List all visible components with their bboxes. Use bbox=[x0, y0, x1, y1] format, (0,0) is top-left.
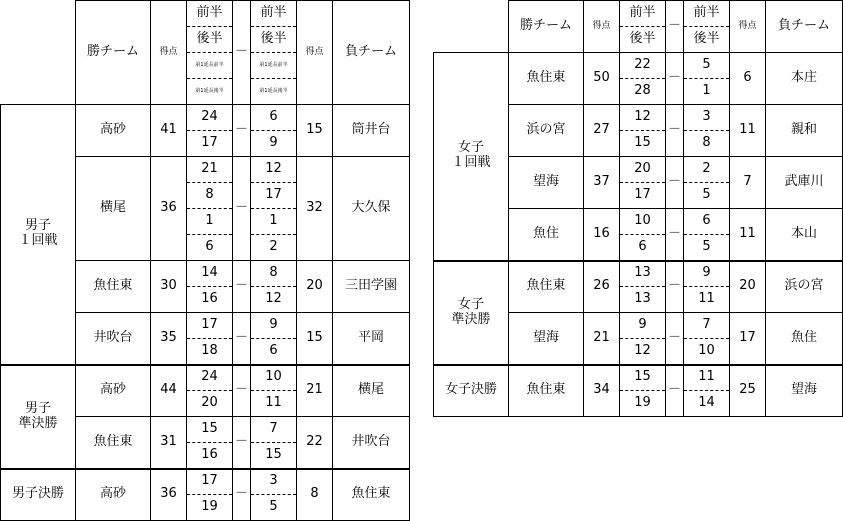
winner-period-score: 21 bbox=[187, 157, 233, 183]
dash: － bbox=[233, 261, 251, 313]
winner-period-score: 20 bbox=[187, 391, 233, 417]
round-label: 女子 １回戦 bbox=[434, 53, 509, 261]
winner-period-score: 15 bbox=[620, 365, 666, 391]
corner-cell bbox=[434, 1, 509, 53]
header-dash: － bbox=[666, 1, 684, 53]
header-loser-score: 得点 bbox=[730, 1, 766, 53]
loser-period-score: 7 bbox=[251, 417, 297, 443]
womens-results-table bbox=[433, 0, 843, 417]
loser-period-score: 11 bbox=[251, 391, 297, 417]
loser-team: 平岡 bbox=[333, 313, 410, 365]
loser-score: 6 bbox=[730, 53, 766, 105]
round-label: 男子 準決勝 bbox=[1, 365, 76, 469]
round-label: 男子 １回戦 bbox=[1, 105, 76, 365]
loser-team: 本山 bbox=[766, 209, 843, 261]
loser-team: 浜の宮 bbox=[766, 261, 843, 313]
dash: － bbox=[666, 261, 684, 313]
loser-team: 大久保 bbox=[333, 157, 410, 261]
loser-period-score: 11 bbox=[684, 287, 730, 313]
loser-period-score: 7 bbox=[684, 313, 730, 339]
loser-team: 魚住東 bbox=[333, 469, 410, 521]
loser-period-score: 5 bbox=[684, 235, 730, 261]
dash: － bbox=[233, 365, 251, 417]
winner-team: 魚住東 bbox=[509, 365, 584, 417]
loser-period-score: 17 bbox=[251, 183, 297, 209]
winner-period-score: 14 bbox=[187, 261, 233, 287]
loser-team: 望海 bbox=[766, 365, 843, 417]
header-ot-second: 第1延長後半 bbox=[187, 79, 233, 105]
header-second-half: 後半 bbox=[187, 27, 233, 53]
header-ot-second: 第1延長後半 bbox=[251, 79, 297, 105]
header-loser-score: 得点 bbox=[297, 1, 333, 105]
dash: － bbox=[233, 469, 251, 521]
winner-team: 高砂 bbox=[76, 469, 151, 521]
winner-period-score: 17 bbox=[187, 469, 233, 495]
winner-period-score: 28 bbox=[620, 79, 666, 105]
winner-team: 高砂 bbox=[76, 365, 151, 417]
winner-score: 34 bbox=[584, 365, 620, 417]
dash: － bbox=[233, 157, 251, 261]
winner-period-score: 16 bbox=[187, 443, 233, 469]
header-second-half: 後半 bbox=[620, 27, 666, 53]
winner-team: 横尾 bbox=[76, 157, 151, 261]
loser-period-score: 5 bbox=[684, 183, 730, 209]
loser-period-score: 6 bbox=[684, 209, 730, 235]
header-winner: 勝チーム bbox=[509, 1, 584, 53]
winner-period-score: 9 bbox=[620, 313, 666, 339]
loser-score: 25 bbox=[730, 365, 766, 417]
loser-period-score: 1 bbox=[251, 209, 297, 235]
loser-score: 22 bbox=[297, 417, 333, 469]
loser-period-score: 2 bbox=[684, 157, 730, 183]
loser-period-score: 11 bbox=[684, 365, 730, 391]
loser-period-score: 14 bbox=[684, 391, 730, 417]
winner-team: 魚住 bbox=[509, 209, 584, 261]
loser-period-score: 5 bbox=[251, 495, 297, 521]
winner-period-score: 17 bbox=[620, 183, 666, 209]
round-label: 女子決勝 bbox=[434, 365, 509, 417]
winner-score: 16 bbox=[584, 209, 620, 261]
loser-period-score: 6 bbox=[251, 339, 297, 365]
winner-period-score: 13 bbox=[620, 261, 666, 287]
loser-score: 15 bbox=[297, 105, 333, 157]
winner-score: 37 bbox=[584, 157, 620, 209]
winner-period-score: 22 bbox=[620, 53, 666, 79]
dash: － bbox=[666, 365, 684, 417]
header-dash: － bbox=[233, 1, 251, 105]
header-second-half: 後半 bbox=[684, 27, 730, 53]
winner-score: 50 bbox=[584, 53, 620, 105]
winner-period-score: 19 bbox=[620, 391, 666, 417]
loser-period-score: 9 bbox=[251, 313, 297, 339]
loser-period-score: 15 bbox=[251, 443, 297, 469]
loser-team: 井吹台 bbox=[333, 417, 410, 469]
winner-score: 36 bbox=[151, 157, 187, 261]
dash: － bbox=[233, 105, 251, 157]
loser-score: 15 bbox=[297, 313, 333, 365]
loser-period-score: 5 bbox=[684, 53, 730, 79]
winner-period-score: 10 bbox=[620, 209, 666, 235]
winner-period-score: 17 bbox=[187, 313, 233, 339]
header-first-half: 前半 bbox=[187, 1, 233, 27]
loser-team: 三田学園 bbox=[333, 261, 410, 313]
loser-team: 武庫川 bbox=[766, 157, 843, 209]
winner-score: 44 bbox=[151, 365, 187, 417]
winner-score: 41 bbox=[151, 105, 187, 157]
winner-period-score: 12 bbox=[620, 339, 666, 365]
loser-period-score: 10 bbox=[684, 339, 730, 365]
winner-period-score: 24 bbox=[187, 365, 233, 391]
winner-team: 魚住東 bbox=[509, 53, 584, 105]
loser-team: 親和 bbox=[766, 105, 843, 157]
dash: － bbox=[233, 313, 251, 365]
loser-score: 20 bbox=[730, 261, 766, 313]
dash: － bbox=[666, 105, 684, 157]
loser-period-score: 3 bbox=[684, 105, 730, 131]
winner-score: 35 bbox=[151, 313, 187, 365]
header-winner-score: 得点 bbox=[584, 1, 620, 53]
loser-team: 筒井台 bbox=[333, 105, 410, 157]
winner-period-score: 15 bbox=[187, 417, 233, 443]
winner-score: 30 bbox=[151, 261, 187, 313]
dash: － bbox=[666, 209, 684, 261]
winner-team: 井吹台 bbox=[76, 313, 151, 365]
loser-period-score: 10 bbox=[251, 365, 297, 391]
mens-results-table bbox=[0, 0, 410, 521]
loser-period-score: 8 bbox=[684, 131, 730, 157]
winner-period-score: 16 bbox=[187, 287, 233, 313]
winner-period-score: 13 bbox=[620, 287, 666, 313]
loser-score: 11 bbox=[730, 209, 766, 261]
winner-period-score: 20 bbox=[620, 157, 666, 183]
winner-period-score: 1 bbox=[187, 209, 233, 235]
winner-score: 31 bbox=[151, 417, 187, 469]
winner-score: 26 bbox=[584, 261, 620, 313]
header-winner: 勝チーム bbox=[76, 1, 151, 105]
round-label: 男子決勝 bbox=[1, 469, 76, 521]
dash: － bbox=[666, 313, 684, 365]
winner-period-score: 15 bbox=[620, 131, 666, 157]
loser-score: 21 bbox=[297, 365, 333, 417]
winner-period-score: 18 bbox=[187, 339, 233, 365]
header-loser: 負チーム bbox=[333, 1, 410, 105]
header-second-half: 後半 bbox=[251, 27, 297, 53]
winner-team: 高砂 bbox=[76, 105, 151, 157]
dash: － bbox=[666, 53, 684, 105]
winner-period-score: 24 bbox=[187, 105, 233, 131]
header-winner-score: 得点 bbox=[151, 1, 187, 105]
header-first-half: 前半 bbox=[684, 1, 730, 27]
loser-period-score: 8 bbox=[251, 261, 297, 287]
loser-score: 7 bbox=[730, 157, 766, 209]
winner-team: 望海 bbox=[509, 157, 584, 209]
winner-period-score: 6 bbox=[187, 235, 233, 261]
header-ot-first: 第1延長前半 bbox=[251, 53, 297, 79]
loser-period-score: 9 bbox=[684, 261, 730, 287]
winner-period-score: 19 bbox=[187, 495, 233, 521]
dash: － bbox=[666, 157, 684, 209]
loser-score: 32 bbox=[297, 157, 333, 261]
dash: － bbox=[233, 417, 251, 469]
loser-team: 本庄 bbox=[766, 53, 843, 105]
winner-team: 魚住東 bbox=[509, 261, 584, 313]
winner-period-score: 8 bbox=[187, 183, 233, 209]
winner-period-score: 6 bbox=[620, 235, 666, 261]
winner-score: 21 bbox=[584, 313, 620, 365]
header-loser: 負チーム bbox=[766, 1, 843, 53]
loser-score: 17 bbox=[730, 313, 766, 365]
winner-team: 魚住東 bbox=[76, 417, 151, 469]
winner-score: 27 bbox=[584, 105, 620, 157]
loser-period-score: 3 bbox=[251, 469, 297, 495]
loser-period-score: 12 bbox=[251, 157, 297, 183]
winner-team: 魚住東 bbox=[76, 261, 151, 313]
loser-period-score: 2 bbox=[251, 235, 297, 261]
loser-team: 横尾 bbox=[333, 365, 410, 417]
loser-period-score: 1 bbox=[684, 79, 730, 105]
winner-period-score: 12 bbox=[620, 105, 666, 131]
winner-score: 36 bbox=[151, 469, 187, 521]
loser-score: 11 bbox=[730, 105, 766, 157]
winner-team: 望海 bbox=[509, 313, 584, 365]
header-first-half: 前半 bbox=[620, 1, 666, 27]
round-label: 女子 準決勝 bbox=[434, 261, 509, 365]
loser-period-score: 12 bbox=[251, 287, 297, 313]
header-ot-first: 第1延長前半 bbox=[187, 53, 233, 79]
header-first-half: 前半 bbox=[251, 1, 297, 27]
loser-score: 20 bbox=[297, 261, 333, 313]
loser-score: 8 bbox=[297, 469, 333, 521]
winner-period-score: 17 bbox=[187, 131, 233, 157]
loser-period-score: 6 bbox=[251, 105, 297, 131]
loser-team: 魚住 bbox=[766, 313, 843, 365]
loser-period-score: 9 bbox=[251, 131, 297, 157]
corner-cell bbox=[1, 1, 76, 105]
winner-team: 浜の宮 bbox=[509, 105, 584, 157]
